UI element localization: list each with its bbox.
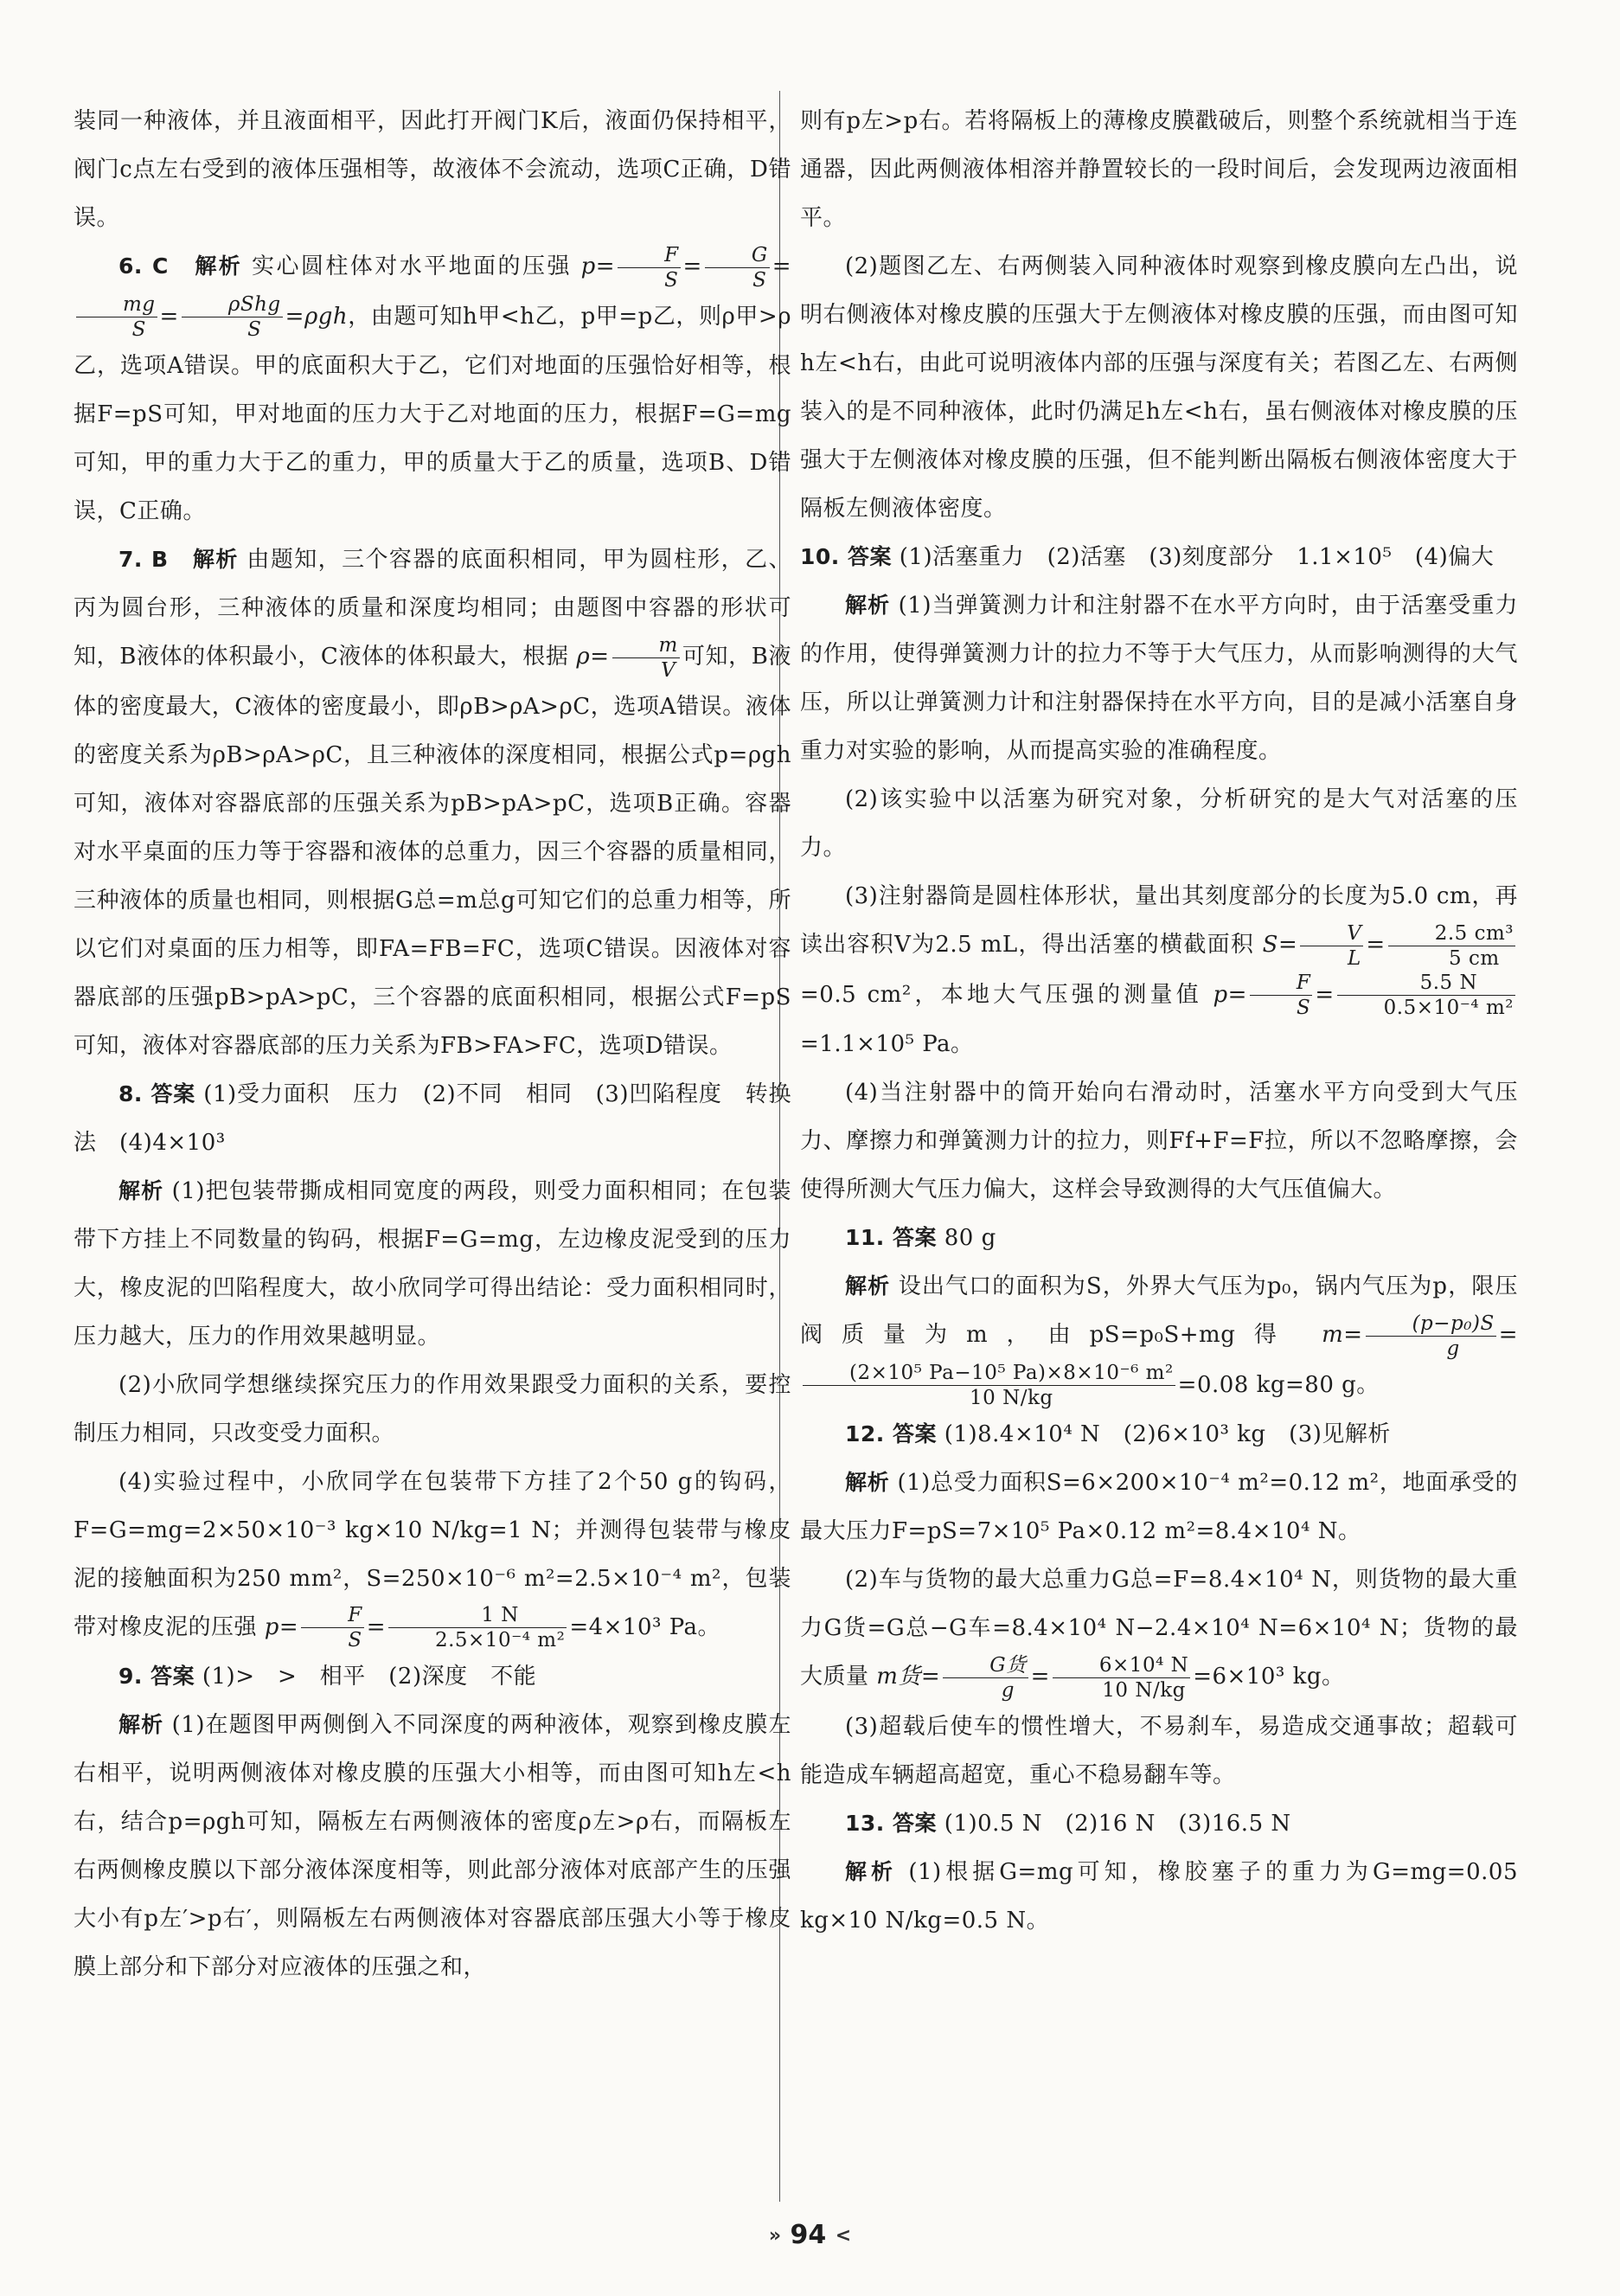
q11-fraction: $\frac{\text{(p−p₀)S}}{g}$ <box>1366 1312 1496 1361</box>
footer-right-mark: < <box>835 2225 852 2247</box>
q10-pressure-lhs: p= <box>1213 981 1247 1008</box>
q10-analysis-text-3b: =0.5 cm²，本地大气压强的测量值 <box>800 981 1202 1008</box>
q8-analysis-text-4a: (4)实验过程中，小欣同学在包装带下方挂了2个50 g的钩码，F=G=mg=2×50×10⁻³ kg×10 N/kg=1 N；并测得包装带与橡皮泥的接触面积为250 mm²，S=250×10⁻⁶ m²=2.5×10⁻⁴ m²，包装带对橡皮泥的压强 <box>74 1468 791 1640</box>
q13-answer <box>800 1799 1518 1848</box>
q9-analysis-tag: 解析 <box>118 1712 164 1737</box>
q9-answer <box>74 1652 791 1701</box>
q8-analysis-tag: 解析 <box>118 1177 164 1203</box>
q10-analysis-4: (4)当注射器中的筒开始向右滑动时，活塞水平方向受到大气压力、摩擦力和弹簧测力计的拉力，则Ff+F=F拉，所以不忽略摩擦，会使得所测大气压力偏大，这样会导致测得的大气压值偏大。 <box>800 1080 1518 1203</box>
q11-formula-lhs: m= <box>1322 1322 1363 1348</box>
q8-heading: 8. 答案 <box>118 1081 196 1106</box>
q8-analysis-text-4b: =4×10³ Pa。 <box>569 1613 721 1640</box>
q7-text-1: 由题知，三个容器的底面积相同，甲为圆柱形，乙、丙为圆台形，三种液体的质量和深度均相同；由题图中容器的形状可知，B液体的体积最小，C液体的体积最大，根据 <box>74 547 791 670</box>
q10-analysis-3: (3)注射器筒是圆柱体形状，量出其刻度部分的长度为5.0 cm，再读出容积V为2.5 mL，得出活塞的横截面积 S= $\frac{V}{L}$ = $\frac{\text{2.5 cm³}}{5 cm}$ =0.5 cm²，本地大气压强的测量值 p= $\frac{F}{S}$ = $\frac{5.5 N}{\text{0.5×10⁻⁴ m²}}$ =1.1×10⁵ Pa。 <box>800 883 1518 1057</box>
q10-area-lhs: S= <box>1262 932 1298 958</box>
q6-analysis-tag: 解析 <box>195 253 243 279</box>
q6-block: 6. C 解析 实心圆柱体对水平地面的压强 p= $\frac{F}{S}$ = $\frac{G}{S}$ = $\frac{mg}{S}$ = ρShg S =ρgh，由题可知h甲<h乙，p甲=p乙，则ρ甲>ρ乙，选项A错误。甲的底面积大于乙，它们对地面的压强恰好相等，根据F=pS可知，甲对地面的压力大于乙对地面的压力，根据F=G=mg可知，甲的重力大于乙的重力，甲的质量大于乙的质量，选项B、D错误，C正确。 <box>74 243 792 524</box>
q9-heading: 9. 答案 <box>118 1664 195 1689</box>
q7-heading: 7. B <box>118 547 169 572</box>
page-number: 94 <box>790 2220 827 2250</box>
continued-paragraph: 装同一种液体，并且液面相平，因此打开阀门K后，液面仍保持相平，阀门c点左右受到的液体压强相等，故液体不会流动，选项C正确，D错误。 <box>74 108 791 231</box>
q12-answer <box>800 1410 1518 1459</box>
q10-area-fraction-2: $\frac{\text{2.5 cm³}}{5 cm}$ <box>1388 921 1515 971</box>
right-column <box>800 97 1518 1945</box>
q13-heading: 13. 答案 <box>845 1810 937 1836</box>
q8-formula-lhs: p= <box>264 1613 299 1640</box>
q7-analysis-tag: 解析 <box>192 547 239 572</box>
q12-analysis-1 <box>800 1459 1518 1555</box>
q12-fraction: G货 g <box>943 1653 1028 1703</box>
footer-left-mark: » <box>768 2225 782 2247</box>
q13-analysis-tag: 解析 <box>845 1858 898 1884</box>
q8-analysis-2: (2)小欣同学想继续探究压力的作用效果跟受力面积的关系，要控制压力相同，只改变受力面积。 <box>74 1371 791 1446</box>
q6-formula-lhs: p= <box>580 253 616 279</box>
q11-answer-text: 80 g <box>944 1225 996 1251</box>
q10-heading: 10. 答案 <box>800 544 892 569</box>
q10-pressure-fraction-2: $\frac{5.5 N}{\text{0.5×10⁻⁴ m²}}$ <box>1337 971 1515 1020</box>
q11-answer <box>800 1214 1518 1262</box>
q13-answer-text: (1)0.5 N (2)16 N (3)16.5 N <box>944 1810 1291 1837</box>
q8-fraction-2: $\frac{1 N}{\text{2.5×10⁻⁴ m²}}$ <box>388 1603 567 1652</box>
q9-answer-text: (1)> > 相平 (2)深度 不能 <box>202 1664 537 1690</box>
q11-analysis: 解析 设出气口的面积为S，外界大气压为p₀，锅内气压为p，限压阀质量为m，由pS=p₀S+mg得 m= $\frac{\text{(p−p₀)S}}{g}$ = $\frac{\text{(2×10⁵ Pa−10⁵ Pa)×8×10⁻⁶ m²}}{10 N/kg}$ =0.08 kg=80 g。 <box>800 1273 1518 1409</box>
q12-fraction-2: $\frac{\text{6×10⁴ N}}{10 N/kg}$ <box>1053 1653 1190 1703</box>
q6-fraction-2: $\frac{G}{S}$ <box>705 243 770 292</box>
q6-fraction-4: ρShg S <box>182 292 283 342</box>
q10-answer-text: (1)活塞重力 (2)活塞 (3)刻度部分 1.1×10⁵ (4)偏大 <box>899 544 1495 570</box>
q10-answer <box>800 533 1518 581</box>
q12-analysis-2: (2)车与货物的最大总重力G总=F=8.4×10⁴ N，则货物的最大重力G货=G总−G车=8.4×10⁴ N−2.4×10⁴ N=6×10⁴ N；货物的最大质量 m货= G货 g = $\frac{\text{6×10⁴ N}}{10 N/kg}$ =6×10³ kg。 <box>800 1567 1518 1702</box>
q6-heading: 6. C <box>118 253 169 279</box>
q12-heading: 12. 答案 <box>845 1421 937 1446</box>
left-column <box>74 97 791 1991</box>
q12-analysis-text-1: (1)总受力面积S=6×200×10⁻⁴ m²=0.12 m²，地面承受的最大压力F=pS=7×10⁵ Pa×0.12 m²=8.4×10⁴ N。 <box>800 1470 1518 1544</box>
q8-analysis-4: (4)实验过程中，小欣同学在包装带下方挂了2个50 g的钩码，F=G=mg=2×50×10⁻³ kg×10 N/kg=1 N；并测得包装带与橡皮泥的接触面积为250 mm²，S=250×10⁻⁶ m²=2.5×10⁻⁴ m²，包装带对橡皮泥的压强 p= $\frac{F}{S}$ = $\frac{1 N}{\text{2.5×10⁻⁴ m²}}$ =4×10³ Pa。 <box>74 1468 791 1651</box>
q10-pressure-fraction: $\frac{F}{S}$ <box>1250 971 1312 1020</box>
q9-analysis-1 <box>74 1701 791 1991</box>
q9-analysis-2: (2)题图乙左、右两侧装入同种液体时观察到橡皮膜向左凸出，说明右侧液体对橡皮膜的压强大于左侧液体对橡皮膜的压强，而由图可知h左<h右，由此可说明液体内部的压强与深度有关；若图乙左、右两侧装入的是不同种液体，此时仍满足h左<h右，虽右侧液体对橡皮膜的压强大于左侧液体对橡皮膜的压强，但不能判断出隔板右侧液体密度大于隔板左侧液体密度。 <box>800 253 1518 522</box>
q13-analysis-text-1: (1)根据G=mg可知，橡胶塞子的重力为G=mg=0.05 kg×10 N/kg=0.5 N。 <box>800 1858 1518 1934</box>
q11-analysis-tag: 解析 <box>845 1273 891 1299</box>
q6-text-2: ，由题可知h甲<h乙，p甲=p乙，则ρ甲>ρ乙，选项A错误。甲的底面积大于乙，它们对地面的压强恰好相等，根据F=pS可知，甲对地面的压力大于乙对地面的压力，根据F=G=mg可知，甲的重力大于乙的重力，甲的质量大于乙的质量，选项B、D错误，C正确。 <box>74 303 791 524</box>
q13-analysis-1 <box>800 1848 1518 1945</box>
q9-continued: 则有p左>p右。若将隔板上的薄橡皮膜戳破后，则整个系统就相当于连通器，因此两侧液体相溶并静置较长的一段时间后，会发现两边液面相平。 <box>800 108 1518 231</box>
q12-analysis-text-2a: (2)车与货物的最大总重力G总=F=8.4×10⁴ N，则货物的最大重力G货=G总−G车=8.4×10⁴ N−2.4×10⁴ N=6×10⁴ N；货物的最大质量 <box>800 1567 1518 1690</box>
q10-analysis-text-3c: =1.1×10⁵ Pa。 <box>800 1031 974 1057</box>
q6-text-1: 实心圆柱体对水平地面的压强 <box>251 253 572 279</box>
q8-answer-text: (1)受力面积 压力 (2)不同 相同 (3)凹陷程度 转换法 (4)4×10³ <box>74 1081 791 1156</box>
q6-fraction-3: $\frac{mg}{S}$ <box>76 292 157 342</box>
q7-formula-lhs: ρ= <box>576 644 610 670</box>
q10-analysis-2: (2)该实验中以活塞为研究对象，分析研究的是大气对活塞的压力。 <box>800 786 1518 861</box>
q10-analysis-text-3a: (3)注射器筒是圆柱体形状，量出其刻度部分的长度为5.0 cm，再读出容积V为2.5 mL，得出活塞的横截面积 <box>800 883 1518 958</box>
q10-area-fraction: $\frac{V}{L}$ <box>1300 921 1363 971</box>
q12-answer-text: (1)8.4×10⁴ N (2)6×10³ kg (3)见解析 <box>944 1421 1391 1447</box>
q11-analysis-text-a: 设出气口的面积为S，外界大气压为p₀，锅内气压为p，限压阀质量为m，由pS=p₀S+mg得 <box>800 1273 1518 1348</box>
q7-text-2: 可知，B液体的密度最大，C液体的密度最小，即ρB>ρA>ρC，选项A错误。液体的密度关系为ρB>ρA>ρC，且三种液体的深度相同，根据公式p=ρgh可知，液体对容器底部的压强关系为pB>pA>pC，选项B正确。容器对水平桌面的压力等于容器和液体的总重力，因三个容器的质量相同，三种液体的质量也相同，则根据G总=m总g可知它们的总重力相等，所以它们对桌面的压力相等，即FA=FB=FC，选项C错误。因液体对容器底部的压强pB>pA>pC，三个容器的底面积相同，根据公式F=pS可知，液体对容器底部的压力关系为FB>FA>FC，选项D错误。 <box>74 644 791 1059</box>
q8-analysis-1 <box>74 1167 791 1361</box>
q7-block <box>74 536 791 1070</box>
q10-analysis-1 <box>800 581 1518 775</box>
q7-fraction: $\frac{m}{V}$ <box>612 633 680 683</box>
q6-formula-tail: =ρgh <box>285 303 349 330</box>
q8-analysis-text-1: (1)把包装带撕成相同宽度的两段，则受力面积相同；在包装带下方挂上不同数量的钩码，根据F=G=mg，左边橡皮泥受到的压力大，橡皮泥的凹陷程度大，故小欣同学可得出结论：受力面积相同时，压力越大，压力的作用效果越明显。 <box>74 1177 791 1350</box>
q10-analysis-tag: 解析 <box>845 593 891 618</box>
page-footer <box>0 2220 1620 2250</box>
q11-heading: 11. 答案 <box>845 1225 937 1250</box>
q12-analysis-tag: 解析 <box>845 1470 890 1495</box>
q12-analysis-text-2b: =6×10³ kg。 <box>1193 1664 1345 1690</box>
q6-fraction-1: $\frac{F}{S}$ <box>618 243 680 292</box>
q8-fraction-1: $\frac{F}{S}$ <box>301 1603 363 1652</box>
q12-analysis-3: (3)超载后使车的惯性增大，不易刹车，易造成交通事故；超载可能造成车辆超高超宽，重心不稳易翻车等。 <box>800 1713 1518 1788</box>
q12-formula-lhs: m货= <box>876 1664 941 1690</box>
q10-analysis-text-1: (1)当弹簧测力计和注射器不在水平方向时，由于活塞受重力的作用，使得弹簧测力计的拉力不等于大气压力，从而影响测得的大气压，所以让弹簧测力计和注射器保持在水平方向，目的是减小活塞自身重力对实验的影响，从而提高实验的准确程度。 <box>800 593 1518 764</box>
q9-analysis-text-1: (1)在题图甲两侧倒入不同深度的两种液体，观察到橡皮膜左右相平，说明两侧液体对橡皮膜的压强大小相等，而由图可知h左<h右，结合p=ρgh可知，隔板左右两侧液体的密度ρ左>ρ右，而隔板左右两侧橡皮膜以下部分液体深度相等，则此部分液体对底部产生的压强大小有p左′>p右′，则隔板左右两侧液体对容器底部压强大小等于橡皮膜上部分和下部分对应液体的压强之和， <box>74 1712 791 1980</box>
q11-analysis-text-b: =0.08 kg=80 g。 <box>1177 1371 1380 1398</box>
q8-answer <box>74 1070 791 1167</box>
q11-fraction-2: $\frac{\text{(2×10⁵ Pa−10⁵ Pa)×8×10⁻⁶ m²}}{10 N/kg}$ <box>803 1361 1175 1410</box>
